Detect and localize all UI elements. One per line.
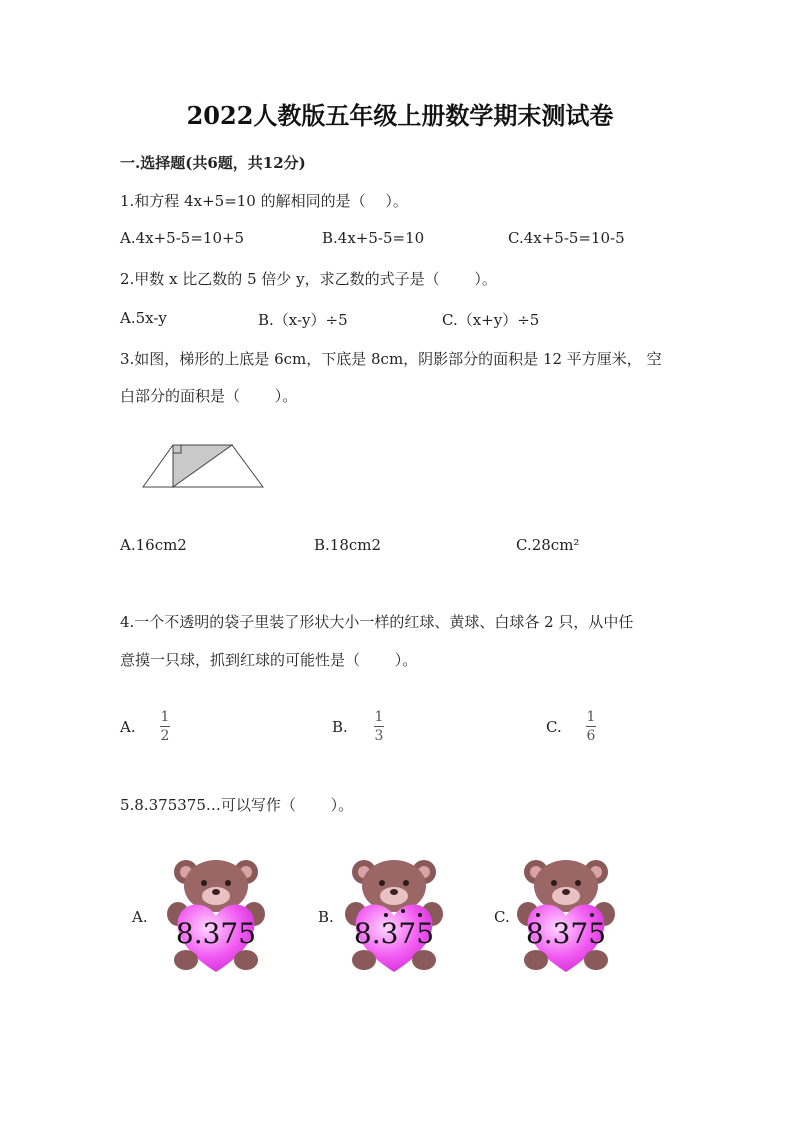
- fraction-bar: [374, 726, 384, 727]
- question-4-option-c-label: C.: [546, 718, 562, 736]
- question-4-option-c-fraction: [586, 709, 596, 744]
- bear-heart-option-b: [342, 856, 446, 978]
- trapezoid-diagram: [140, 440, 266, 490]
- question-5-option-a-label: A.: [132, 908, 148, 926]
- bear-number-c: 8.375: [525, 917, 607, 950]
- fraction-denominator: 6: [586, 728, 596, 744]
- bear-heart-option-c: [514, 856, 618, 978]
- question-4-option-b-label: B.: [332, 718, 348, 736]
- question-1-option-c: C.4x+5-5=10-5: [508, 229, 625, 247]
- fraction-numerator: 1: [374, 709, 384, 725]
- question-2-option-a: A.5x-y: [120, 309, 167, 327]
- question-1-option-a: A.4x+5-5=10+5: [120, 229, 245, 247]
- question-4-option-b-fraction: [374, 709, 384, 744]
- fraction-numerator: 1: [160, 709, 170, 725]
- question-5-stem: 5.8.375375…可以写作（ ）。: [120, 796, 354, 814]
- fraction-bar: [160, 726, 170, 727]
- question-4-option-a-fraction: [160, 709, 170, 744]
- question-3-stem-line-2: 白部分的面积是（ ）。: [120, 387, 298, 405]
- question-4-stem-line-2: 意摸一只球，抓到红球的可能性是（ ）。: [120, 651, 418, 669]
- question-2-option-b: B.（x-y）÷5: [258, 311, 348, 329]
- bear-number-b: 8.375: [353, 917, 435, 950]
- question-1-option-b: B.4x+5-5=10: [322, 229, 425, 247]
- question-2-stem: 2.甲数 x 比乙数的 5 倍少 y，求乙数的式子是（ ）。: [120, 270, 497, 288]
- bear-number-a: 8.375: [175, 917, 257, 950]
- question-5-option-b-label: B.: [318, 908, 334, 926]
- question-5-option-c-label: C.: [494, 908, 510, 926]
- section-heading: 一.选择题(共6题，共12分): [120, 154, 306, 172]
- question-3-option-a: A.16cm2: [120, 536, 187, 554]
- question-3-option-c: C.28cm²: [516, 536, 580, 554]
- question-2-option-c: C.（x+y）÷5: [442, 311, 540, 329]
- fraction-denominator: 3: [374, 728, 384, 744]
- repeating-dot: [401, 909, 405, 913]
- question-3-stem-line-1: 3.如图，梯形的上底是 6cm，下底是 8cm，阴影部分的面积是 12 平方厘米， 空: [120, 350, 662, 368]
- bear-heart-option-a: [164, 856, 268, 978]
- page-title: 2022人教版五年级上册数学期末测试卷: [186, 101, 614, 130]
- question-1-stem: 1.和方程 4x+5=10 的解相同的是（ ）。: [120, 192, 408, 210]
- question-3-option-b: B.18cm2: [314, 536, 382, 554]
- fraction-bar: [586, 726, 596, 727]
- question-4-stem-line-1: 4.一个不透明的袋子里装了形状大小一样的红球、黄球、白球各 2 只，从中任: [120, 613, 634, 631]
- fraction-denominator: 2: [160, 728, 170, 744]
- question-4-option-a-label: A.: [120, 718, 136, 736]
- fraction-numerator: 1: [586, 709, 596, 725]
